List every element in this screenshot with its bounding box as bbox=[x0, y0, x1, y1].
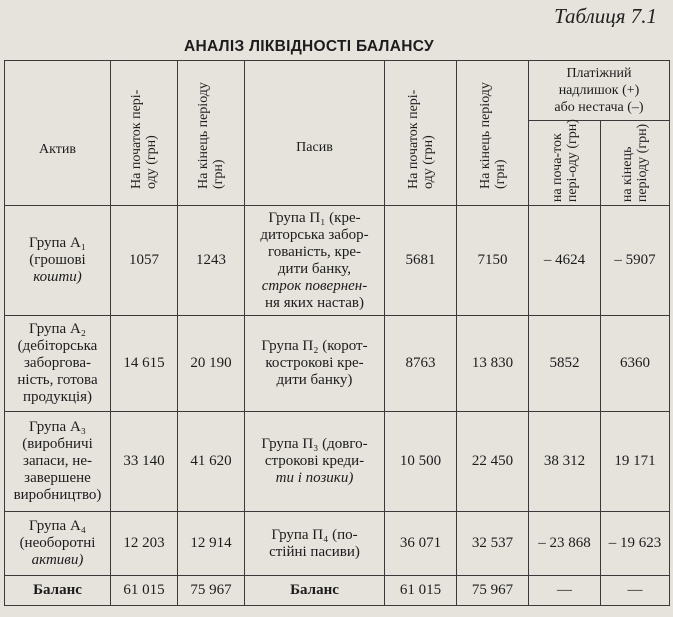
liability-cell bbox=[245, 316, 385, 412]
header-surplus-end bbox=[601, 120, 670, 205]
asset-desc: (виробничі bbox=[22, 436, 93, 453]
total-liability-end: 75 967 bbox=[457, 576, 529, 606]
liability-cell bbox=[245, 205, 385, 316]
header-asset-end-label: На кінець періоду (грн) bbox=[196, 82, 226, 190]
asset-desc: (дебіторська bbox=[17, 338, 98, 355]
asset-desc: кошти) bbox=[33, 269, 82, 286]
liability-end-value: 22 450 bbox=[457, 412, 529, 512]
asset-start-value: 12 203 bbox=[111, 512, 178, 576]
table-row bbox=[5, 316, 670, 412]
asset-desc: заборгова- bbox=[23, 355, 92, 372]
liability-cell bbox=[245, 512, 385, 576]
header-surplus-start bbox=[529, 120, 601, 205]
liability-desc: строкові креди- bbox=[264, 453, 365, 470]
liability-desc: стійні пасиви) bbox=[269, 543, 360, 560]
asset-desc: (необоротні bbox=[19, 535, 96, 552]
asset-desc: запаси, не- bbox=[23, 453, 92, 470]
asset-group: Група А₂ bbox=[28, 321, 87, 338]
header-liab-end bbox=[457, 61, 529, 206]
header-pasyv bbox=[245, 61, 385, 206]
liability-start-value: 10 500 bbox=[385, 412, 457, 512]
liability-group: Група П₁ (кре- bbox=[268, 209, 361, 226]
table-row bbox=[5, 205, 670, 316]
liability-desc: строк повернен- bbox=[261, 277, 368, 294]
asset-end-value: 12 914 bbox=[178, 512, 245, 576]
liability-end-value: 32 537 bbox=[457, 512, 529, 576]
header-liab-start bbox=[385, 61, 457, 206]
header-surplus-end-label: на кінець періоду (грн) bbox=[620, 123, 650, 203]
liability-cell bbox=[245, 412, 385, 512]
header-row-1 bbox=[5, 61, 670, 121]
liability-desc: ти і позики) bbox=[275, 470, 354, 487]
total-liability-label: Баланс bbox=[245, 576, 385, 606]
liability-desc: кострокові кре- bbox=[265, 355, 364, 372]
surplus-end-value: 6360 bbox=[601, 316, 670, 412]
total-asset-end: 75 967 bbox=[178, 576, 245, 606]
liability-start-value: 36 071 bbox=[385, 512, 457, 576]
surplus-start-value: – 4624 bbox=[529, 205, 601, 316]
liability-desc: дити банку, bbox=[277, 260, 352, 277]
total-surplus-start: — bbox=[529, 576, 601, 606]
liability-end-value: 7150 bbox=[457, 205, 529, 316]
header-aktyv-label: Актив bbox=[39, 142, 76, 158]
header-surplus bbox=[529, 61, 670, 121]
asset-desc: (грошові bbox=[29, 252, 86, 269]
table-number: Таблиця 7.1 bbox=[550, 4, 661, 29]
total-row bbox=[5, 576, 670, 606]
table-row bbox=[5, 512, 670, 576]
table-title: АНАЛІЗ ЛІКВІДНОСТІ БАЛАНСУ bbox=[180, 38, 438, 56]
asset-end-value: 41 620 bbox=[178, 412, 245, 512]
asset-desc: активи) bbox=[31, 552, 84, 569]
header-asset-end bbox=[178, 61, 245, 206]
surplus-start-value: 5852 bbox=[529, 316, 601, 412]
surplus-end-value: – 19 623 bbox=[601, 512, 670, 576]
asset-desc: завершене bbox=[24, 470, 91, 487]
header-surplus-label: Платіжний надлишок (+) або нестача (–) bbox=[554, 65, 644, 115]
asset-desc: ність, готова bbox=[17, 372, 98, 389]
liquidity-table bbox=[4, 60, 670, 606]
liability-start-value: 5681 bbox=[385, 205, 457, 316]
asset-group: Група А₃ bbox=[28, 419, 87, 436]
surplus-end-value: 19 171 bbox=[601, 412, 670, 512]
liability-desc: ня яких настав) bbox=[265, 294, 364, 311]
header-asset-start bbox=[111, 61, 178, 206]
asset-cell bbox=[5, 205, 111, 316]
surplus-end-value: – 5907 bbox=[601, 205, 670, 316]
asset-desc: виробництво) bbox=[13, 487, 102, 504]
asset-start-value: 14 615 bbox=[111, 316, 178, 412]
liability-group: Група П₄ (по- bbox=[271, 526, 358, 543]
total-asset-label: Баланс bbox=[5, 576, 111, 606]
surplus-start-value: 38 312 bbox=[529, 412, 601, 512]
asset-start-value: 1057 bbox=[111, 205, 178, 316]
liability-group: Група П₃ (довго- bbox=[261, 436, 368, 453]
liability-start-value: 8763 bbox=[385, 316, 457, 412]
asset-end-value: 20 190 bbox=[178, 316, 245, 412]
surplus-start-value: – 23 868 bbox=[529, 512, 601, 576]
total-asset-start: 61 015 bbox=[111, 576, 178, 606]
asset-group: Група А₄ bbox=[28, 518, 87, 535]
header-pasyv-label: Пасив bbox=[296, 140, 333, 156]
liability-desc: диторська забор- bbox=[260, 226, 369, 243]
total-liability-start: 61 015 bbox=[385, 576, 457, 606]
asset-cell bbox=[5, 412, 111, 512]
header-surplus-start-label: на поча-ток пері-оду (грн) bbox=[549, 119, 580, 203]
liability-desc: гованість, кре- bbox=[267, 243, 361, 260]
asset-end-value: 1243 bbox=[178, 205, 245, 316]
header-asset-start-label: На початок пері-оду (грн) bbox=[129, 90, 159, 190]
liability-end-value: 13 830 bbox=[457, 316, 529, 412]
header-aktyv bbox=[5, 61, 111, 206]
header-liab-end-label: На кінець періоду (грн) bbox=[477, 82, 508, 190]
total-surplus-end: — bbox=[601, 576, 670, 606]
asset-group: Група А₁ bbox=[28, 235, 87, 252]
liability-group: Група П₂ (корот- bbox=[261, 338, 368, 355]
table-row bbox=[5, 412, 670, 512]
asset-cell bbox=[5, 316, 111, 412]
asset-desc: продукція) bbox=[22, 389, 93, 406]
asset-start-value: 33 140 bbox=[111, 412, 178, 512]
header-liab-start-label: На початок пері-оду (грн) bbox=[405, 90, 436, 190]
liability-desc: дити банку) bbox=[276, 372, 353, 389]
asset-cell bbox=[5, 512, 111, 576]
